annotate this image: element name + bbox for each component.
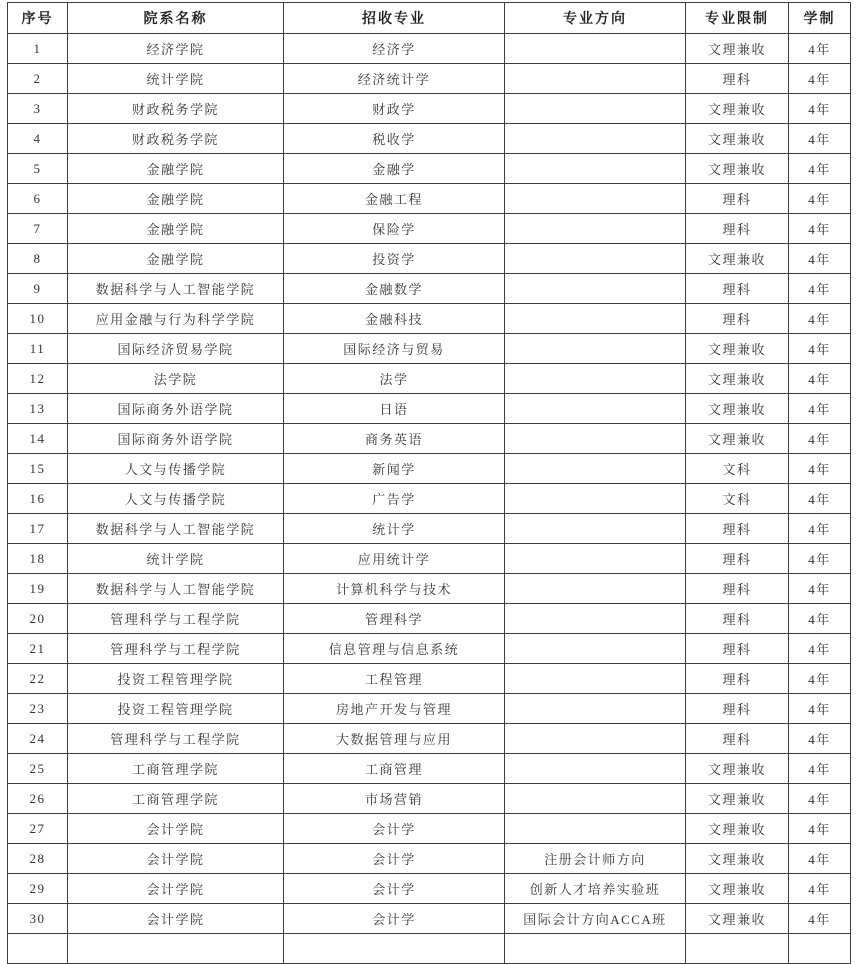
table-cell-col-direction	[505, 784, 686, 814]
table-cell-col-department: 管理科学与工程学院	[68, 604, 284, 634]
table-cell-col-direction	[505, 334, 686, 364]
table-cell-col-department: 统计学院	[68, 544, 284, 574]
header-cell-col-major: 招收专业	[284, 3, 505, 34]
table-cell-col-index: 15	[8, 454, 68, 484]
table-cell-col-subject-limit: 理科	[686, 664, 789, 694]
table-cell-col-index: 12	[8, 364, 68, 394]
table-row	[8, 634, 851, 664]
header-cell-col-index: 序号	[8, 3, 68, 34]
table-cell-col-department: 金融学院	[68, 184, 284, 214]
table-cell-col-duration: 4年	[789, 394, 851, 424]
table-cell-col-duration: 4年	[789, 874, 851, 904]
table-cell-col-index: 19	[8, 574, 68, 604]
table-cell-col-duration: 4年	[789, 484, 851, 514]
table-cell-col-index: 13	[8, 394, 68, 424]
table-cell-col-major: 大数据管理与应用	[284, 724, 505, 754]
table-cell-col-direction: 注册会计师方向	[505, 844, 686, 874]
table-row	[8, 334, 851, 364]
table-cell-col-subject-limit: 理科	[686, 214, 789, 244]
table-cell-col-department: 会计学院	[68, 904, 284, 934]
table-cell-col-index: 17	[8, 514, 68, 544]
table-cell-col-department: 法学院	[68, 364, 284, 394]
table-cell-col-subject-limit: 文理兼收	[686, 814, 789, 844]
table-cell-col-major: 应用统计学	[284, 544, 505, 574]
table-cell-col-duration: 4年	[789, 94, 851, 124]
table-cell-col-duration: 4年	[789, 904, 851, 934]
table-cell-empty	[505, 934, 686, 964]
table-cell-col-department: 国际商务外语学院	[68, 394, 284, 424]
table-header	[8, 3, 851, 34]
table-row	[8, 214, 851, 244]
table-cell-col-subject-limit: 文理兼收	[686, 244, 789, 274]
table-cell-col-department: 金融学院	[68, 244, 284, 274]
table-cell-col-department: 经济学院	[68, 34, 284, 64]
table-cell-col-duration: 4年	[789, 424, 851, 454]
table-cell-col-subject-limit: 文理兼收	[686, 94, 789, 124]
table-cell-col-major: 会计学	[284, 874, 505, 904]
table-cell-col-index: 25	[8, 754, 68, 784]
table-cell-empty	[789, 934, 851, 964]
table-cell-col-direction	[505, 394, 686, 424]
table-cell-col-major: 市场营销	[284, 784, 505, 814]
table-cell-col-direction: 国际会计方向ACCA班	[505, 904, 686, 934]
table-row	[8, 64, 851, 94]
table-cell-col-subject-limit: 理科	[686, 184, 789, 214]
table-cell-col-direction	[505, 694, 686, 724]
table-cell-col-duration: 4年	[789, 154, 851, 184]
table-cell-col-major: 财政学	[284, 94, 505, 124]
table-cell-col-direction	[505, 34, 686, 64]
table-cell-col-department: 金融学院	[68, 154, 284, 184]
table-cell-col-index: 4	[8, 124, 68, 154]
table-row	[8, 724, 851, 754]
table-cell-col-duration: 4年	[789, 454, 851, 484]
table-cell-col-direction	[505, 514, 686, 544]
table-cell-col-subject-limit: 理科	[686, 304, 789, 334]
table-cell-col-direction	[505, 94, 686, 124]
table-row-clipped	[8, 934, 851, 964]
table-cell-col-direction	[505, 64, 686, 94]
header-cell-col-direction: 专业方向	[505, 3, 686, 34]
table-cell-col-index: 16	[8, 484, 68, 514]
table-cell-col-major: 经济学	[284, 34, 505, 64]
table-cell-col-duration: 4年	[789, 64, 851, 94]
table-cell-col-subject-limit: 文理兼收	[686, 424, 789, 454]
table-cell-col-major: 会计学	[284, 844, 505, 874]
table-cell-col-department: 金融学院	[68, 214, 284, 244]
table-cell-empty	[284, 934, 505, 964]
table-cell-col-subject-limit: 文理兼收	[686, 874, 789, 904]
table-cell-col-subject-limit: 理科	[686, 64, 789, 94]
table-cell-col-subject-limit: 理科	[686, 514, 789, 544]
table-cell-col-department: 工商管理学院	[68, 754, 284, 784]
table-cell-col-major: 会计学	[284, 814, 505, 844]
table-cell-col-duration: 4年	[789, 844, 851, 874]
table-cell-empty	[686, 934, 789, 964]
table-cell-col-duration: 4年	[789, 364, 851, 394]
table-cell-col-duration: 4年	[789, 604, 851, 634]
table-row	[8, 184, 851, 214]
table-cell-col-duration: 4年	[789, 334, 851, 364]
table-cell-col-subject-limit: 文理兼收	[686, 754, 789, 784]
table-cell-col-department: 数据科学与人工智能学院	[68, 274, 284, 304]
table-cell-col-subject-limit: 文理兼收	[686, 904, 789, 934]
table-cell-col-direction	[505, 574, 686, 604]
table-cell-col-major: 金融科技	[284, 304, 505, 334]
table-row	[8, 364, 851, 394]
table-cell-col-duration: 4年	[789, 34, 851, 64]
table-cell-col-index: 20	[8, 604, 68, 634]
table-cell-col-subject-limit: 文理兼收	[686, 34, 789, 64]
table-cell-col-index: 18	[8, 544, 68, 574]
table-cell-col-major: 信息管理与信息系统	[284, 634, 505, 664]
table-row	[8, 574, 851, 604]
table-cell-col-duration: 4年	[789, 124, 851, 154]
table-cell-col-direction	[505, 724, 686, 754]
table-cell-col-major: 统计学	[284, 514, 505, 544]
table-cell-col-department: 统计学院	[68, 64, 284, 94]
table-cell-col-major: 广告学	[284, 484, 505, 514]
table-cell-col-subject-limit: 理科	[686, 544, 789, 574]
table-cell-col-direction	[505, 154, 686, 184]
table-cell-col-index: 30	[8, 904, 68, 934]
table-row	[8, 424, 851, 454]
table-cell-col-department: 会计学院	[68, 874, 284, 904]
table-cell-col-direction	[505, 424, 686, 454]
header-cell-col-department: 院系名称	[68, 3, 284, 34]
table-cell-col-index: 3	[8, 94, 68, 124]
table-cell-col-index: 5	[8, 154, 68, 184]
table-cell-col-index: 1	[8, 34, 68, 64]
table-cell-col-subject-limit: 文理兼收	[686, 394, 789, 424]
table-cell-col-index: 21	[8, 634, 68, 664]
table-cell-col-major: 商务英语	[284, 424, 505, 454]
table-row	[8, 34, 851, 64]
table-cell-col-index: 29	[8, 874, 68, 904]
table-cell-col-major: 税收学	[284, 124, 505, 154]
table-cell-col-major: 保险学	[284, 214, 505, 244]
table-cell-col-subject-limit: 文理兼收	[686, 334, 789, 364]
table-cell-col-department: 数据科学与人工智能学院	[68, 514, 284, 544]
table-cell-col-subject-limit: 理科	[686, 724, 789, 754]
table-row	[8, 844, 851, 874]
table-cell-col-index: 8	[8, 244, 68, 274]
table-row	[8, 694, 851, 724]
table-cell-col-department: 人文与传播学院	[68, 454, 284, 484]
table-cell-col-department: 财政税务学院	[68, 124, 284, 154]
table-cell-col-department: 数据科学与人工智能学院	[68, 574, 284, 604]
table-row	[8, 904, 851, 934]
table-cell-col-index: 7	[8, 214, 68, 244]
table-cell-col-index: 28	[8, 844, 68, 874]
table-row	[8, 874, 851, 904]
table-cell-col-direction	[505, 244, 686, 274]
table-cell-col-major: 房地产开发与管理	[284, 694, 505, 724]
table-row	[8, 484, 851, 514]
table-cell-col-department: 工商管理学院	[68, 784, 284, 814]
table-row	[8, 754, 851, 784]
table-cell-col-department: 会计学院	[68, 814, 284, 844]
table-cell-col-direction	[505, 604, 686, 634]
table-cell-col-duration: 4年	[789, 634, 851, 664]
header-cell-col-duration: 学制	[789, 3, 851, 34]
table-cell-col-subject-limit: 理科	[686, 274, 789, 304]
table-cell-col-direction	[505, 454, 686, 484]
table-cell-col-duration: 4年	[789, 304, 851, 334]
table-cell-col-duration: 4年	[789, 274, 851, 304]
table-cell-col-index: 24	[8, 724, 68, 754]
table-cell-col-direction	[505, 364, 686, 394]
table-cell-col-duration: 4年	[789, 514, 851, 544]
table-cell-col-duration: 4年	[789, 574, 851, 604]
table-row	[8, 274, 851, 304]
table-row	[8, 814, 851, 844]
table-cell-col-subject-limit: 文理兼收	[686, 844, 789, 874]
table-cell-col-index: 10	[8, 304, 68, 334]
table-cell-col-direction	[505, 304, 686, 334]
table-cell-col-department: 国际商务外语学院	[68, 424, 284, 454]
table-cell-col-department: 人文与传播学院	[68, 484, 284, 514]
table-cell-empty	[8, 934, 68, 964]
table-cell-col-index: 9	[8, 274, 68, 304]
table-cell-col-department: 应用金融与行为科学学院	[68, 304, 284, 334]
table-cell-col-duration: 4年	[789, 544, 851, 574]
table-row	[8, 304, 851, 334]
table-cell-col-major: 国际经济与贸易	[284, 334, 505, 364]
table-cell-col-duration: 4年	[789, 694, 851, 724]
table-cell-col-index: 22	[8, 664, 68, 694]
table-cell-col-direction	[505, 814, 686, 844]
table-cell-col-direction	[505, 124, 686, 154]
table-cell-col-department: 投资工程管理学院	[68, 694, 284, 724]
table-cell-col-major: 法学	[284, 364, 505, 394]
table-cell-col-direction	[505, 184, 686, 214]
table-cell-col-major: 投资学	[284, 244, 505, 274]
table-cell-col-major: 计算机科学与技术	[284, 574, 505, 604]
header-row	[8, 3, 851, 34]
table-cell-col-major: 经济统计学	[284, 64, 505, 94]
table-cell-col-direction	[505, 754, 686, 784]
table-cell-col-index: 26	[8, 784, 68, 814]
table-row	[8, 784, 851, 814]
table-cell-col-major: 金融工程	[284, 184, 505, 214]
table-cell-col-major: 工程管理	[284, 664, 505, 694]
table-cell-col-direction	[505, 214, 686, 244]
table-row	[8, 454, 851, 484]
table-cell-col-department: 会计学院	[68, 844, 284, 874]
table-cell-col-major: 金融学	[284, 154, 505, 184]
table-cell-col-direction	[505, 664, 686, 694]
table-row	[8, 664, 851, 694]
table-cell-col-direction	[505, 484, 686, 514]
table-cell-col-subject-limit: 文理兼收	[686, 154, 789, 184]
table-cell-col-major: 日语	[284, 394, 505, 424]
table-cell-col-direction: 创新人才培养实验班	[505, 874, 686, 904]
table-cell-col-subject-limit: 文理兼收	[686, 364, 789, 394]
table-cell-col-direction	[505, 634, 686, 664]
table-cell-col-subject-limit: 理科	[686, 694, 789, 724]
table-cell-col-department: 投资工程管理学院	[68, 664, 284, 694]
table-cell-col-index: 27	[8, 814, 68, 844]
table-cell-col-index: 6	[8, 184, 68, 214]
table-row	[8, 544, 851, 574]
table-cell-col-index: 11	[8, 334, 68, 364]
table-cell-col-duration: 4年	[789, 754, 851, 784]
table-cell-col-direction	[505, 544, 686, 574]
table-cell-col-subject-limit: 理科	[686, 634, 789, 664]
table-cell-col-department: 国际经济贸易学院	[68, 334, 284, 364]
table-cell-col-major: 工商管理	[284, 754, 505, 784]
table-cell-col-subject-limit: 理科	[686, 574, 789, 604]
table-cell-col-major: 会计学	[284, 904, 505, 934]
table-cell-col-major: 管理科学	[284, 604, 505, 634]
table-row	[8, 124, 851, 154]
table-row	[8, 394, 851, 424]
table-cell-col-department: 管理科学与工程学院	[68, 634, 284, 664]
table-cell-col-duration: 4年	[789, 814, 851, 844]
table-body	[8, 34, 851, 964]
table-row	[8, 244, 851, 274]
table-cell-col-subject-limit: 文科	[686, 454, 789, 484]
table-cell-col-department: 财政税务学院	[68, 94, 284, 124]
table-row	[8, 514, 851, 544]
table-cell-col-department: 管理科学与工程学院	[68, 724, 284, 754]
table-cell-col-duration: 4年	[789, 784, 851, 814]
table-cell-col-duration: 4年	[789, 214, 851, 244]
table-cell-col-major: 金融数学	[284, 274, 505, 304]
table-cell-col-subject-limit: 理科	[686, 604, 789, 634]
table-cell-col-major: 新闻学	[284, 454, 505, 484]
table-row	[8, 604, 851, 634]
table-cell-col-subject-limit: 文科	[686, 484, 789, 514]
table-cell-col-subject-limit: 文理兼收	[686, 124, 789, 154]
table-row	[8, 154, 851, 184]
table-cell-col-index: 2	[8, 64, 68, 94]
table-cell-col-duration: 4年	[789, 724, 851, 754]
admission-majors-table	[7, 2, 851, 964]
table-row	[8, 94, 851, 124]
table-cell-col-index: 23	[8, 694, 68, 724]
table-cell-col-index: 14	[8, 424, 68, 454]
table-cell-empty	[68, 934, 284, 964]
table-cell-col-duration: 4年	[789, 184, 851, 214]
table-cell-col-duration: 4年	[789, 244, 851, 274]
table-cell-col-duration: 4年	[789, 664, 851, 694]
header-cell-col-subject-limit: 专业限制	[686, 3, 789, 34]
table-cell-col-subject-limit: 文理兼收	[686, 784, 789, 814]
table-cell-col-direction	[505, 274, 686, 304]
